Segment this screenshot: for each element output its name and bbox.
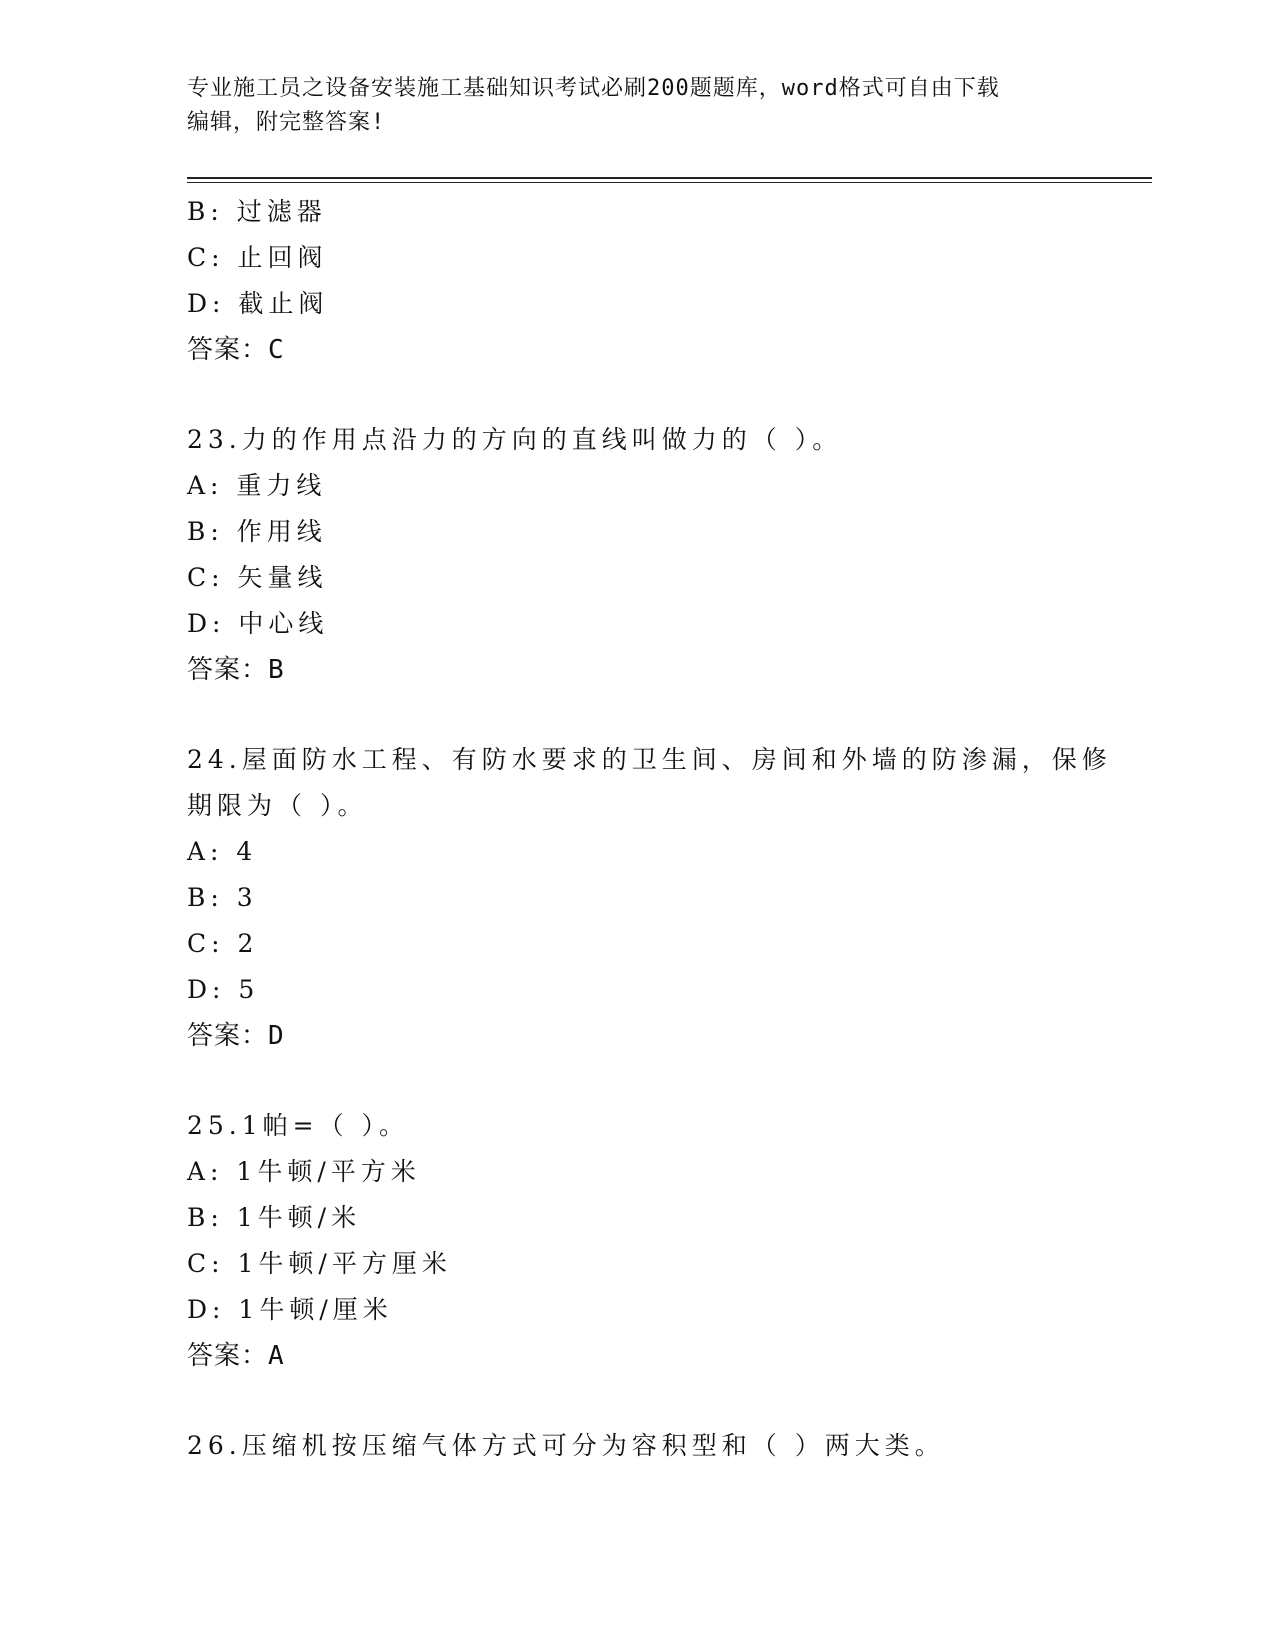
option-d: D: 1牛顿/厘米 — [187, 1295, 393, 1324]
header-divider-thin — [187, 182, 1152, 183]
option-b: B: 3 — [187, 883, 258, 912]
header-divider-thick — [187, 177, 1152, 179]
option-c: C: 2 — [187, 929, 259, 958]
question-text: 25.1帕=（ ）。 — [187, 1111, 410, 1140]
option-d: D: 中心线 — [187, 609, 329, 638]
header-title-line1: 专业施工员之设备安装施工基础知识考试必刷200题题库，word格式可自由下载 — [187, 76, 1000, 101]
question-list — [187, 189, 1112, 1469]
option-c: C: 矢量线 — [187, 563, 328, 592]
option-b: B: 过滤器 — [187, 197, 327, 226]
answer: 答案：B — [187, 655, 285, 685]
option-c: C: 1牛顿/平方厘米 — [187, 1249, 452, 1278]
question-text-line2: 期限为（ ）。 — [187, 791, 368, 820]
option-b: B: 1牛顿/米 — [187, 1203, 362, 1232]
option-a: A: 4 — [187, 837, 258, 866]
option-d: D: 截止阀 — [187, 289, 329, 318]
question-text-line1: 24.屋面防水工程、有防水要求的卫生间、房间和外墙的防渗漏，保修 — [187, 745, 1112, 774]
option-b: B: 作用线 — [187, 517, 327, 546]
question-24 — [187, 737, 1112, 1059]
document-header — [187, 72, 1067, 140]
question-23 — [187, 417, 1087, 693]
question-25 — [187, 1103, 1087, 1379]
question-text: 23.力的作用点沿力的方向的直线叫做力的（ ）。 — [187, 425, 843, 454]
question-22 — [187, 189, 1087, 373]
option-a: A: 1牛顿/平方米 — [187, 1157, 421, 1186]
question-26 — [187, 1423, 1087, 1469]
option-a: A: 重力线 — [187, 471, 327, 500]
option-d: D: 5 — [187, 975, 260, 1004]
answer: 答案：D — [187, 1021, 285, 1051]
question-text: 26.压缩机按压缩气体方式可分为容积型和（ ）两大类。 — [187, 1431, 945, 1460]
answer: 答案：A — [187, 1341, 285, 1371]
option-c: C: 止回阀 — [187, 243, 328, 272]
header-title-line2: 编辑，附完整答案! — [187, 110, 386, 135]
answer: 答案：C — [187, 335, 285, 365]
